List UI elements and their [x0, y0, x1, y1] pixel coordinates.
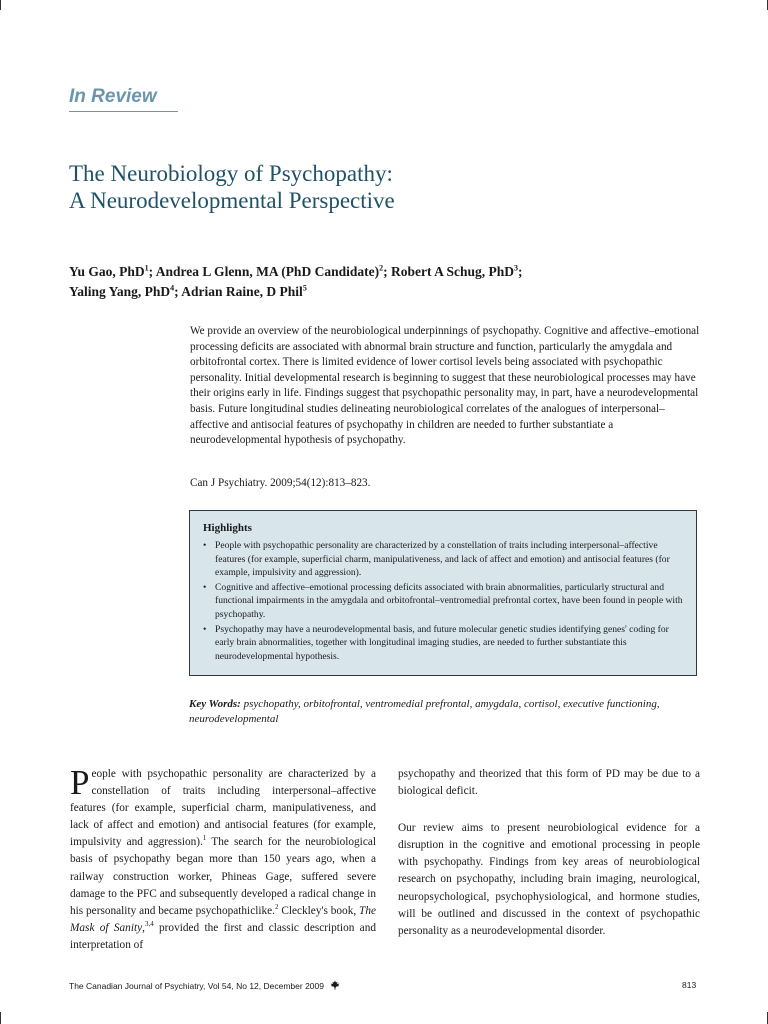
section-rule	[69, 111, 178, 112]
abstract: We provide an overview of the neurobiological underpinnings of psychopathy. Cognitive and affective–emotional processing deficits are associated with abnormal brain structure and function, particularly the amygdala and orbitofrontal cortex. There is limited evidence of lower cortisol levels being associated with psychopathic personality. Initial developmental research is beginning to suggest that these neurobiological processes may have their origins early in life. Findings suggest that psychopathic personality may, in part, have a neurodevelopmental basis. Future longitudinal studies delineating neurobiological correlates of the analogues of interpersonal–affective and antisocial features of psychopathy in children are needed to further substantiate a neurodevelopmental hypothesis of psychopathy.	[190, 325, 700, 447]
footer-journal-text: The Canadian Journal of Psychiatry, Vol 54, No 12, December 2009	[69, 981, 324, 991]
highlight-text: Psychopathy may have a neurodevelopmental basis, and future molecular genetic studies identifying genes' coding for early brain abnormalities, together with longitudinal imaging studies, are needed to further substantiate this neurodevelopmental hypothesis.	[215, 623, 669, 662]
author-list	[69, 262, 699, 302]
highlight-text: Cognitive and affective–emotional processing deficits associated with brain abnormalities, particularly structural and functional impairments in the amygdala and orbitofrontal–ventromedial prefrontal cortex, have been found in people with psychopathy.	[215, 581, 683, 620]
title-line-2: A Neurodevelopmental Perspective	[69, 188, 395, 213]
body-paragraph: Our review aims to present neurobiological evidence for a disruption in the cognitive and emotional processing in people with psychopathy. Findings from key areas of neurobiological research on psychopathy, including brain imaging, neurological, neuropsychological, psychophysiological, and hormone studies, will be outlined and discussed in the context of psychopathic personality as a neurodevelopmental disorder.	[398, 822, 700, 937]
body-paragraph: psychopathy and theorized that this form of PD may be due to a biological deficit.	[398, 768, 700, 798]
author-name: Adrian Raine, D Phil	[181, 284, 303, 299]
crop-mark	[0, 1012, 1, 1024]
bullet-icon: •	[203, 623, 207, 635]
reference-marker: 3,4	[144, 920, 154, 929]
highlight-text: People with psychopathic personality are characterized by a constellation of traits including interpersonal–affective features (for example, superficial charm, manipulativeness, and lack of affect and emotion) and antisocial features (for example, impulsivity and aggression).	[215, 540, 670, 579]
body-text: The search for the neurobiological basis of psychopathy began more than 150 years ago, when a railway construction worker, Phineas Gage, suffered severe damage to the PFC and subsequently developed a radical change in his personality and became psychopathiclike.	[70, 836, 376, 917]
author-affiliation: 5	[302, 283, 307, 293]
author-name: Robert A Schug, PhD	[390, 264, 514, 279]
author-affiliation: 1	[144, 263, 149, 273]
keywords-label: Key Words:	[189, 698, 241, 710]
bullet-icon: •	[203, 581, 207, 593]
highlights-title: Highlights	[203, 522, 252, 534]
body-text: provided the first and classic description and interpretation of	[70, 921, 376, 951]
author-name: Yu Gao, PhD	[69, 264, 145, 279]
author-separator: ;	[148, 264, 156, 279]
body-text: Cleckley's book,	[278, 904, 360, 917]
reference-marker: 1	[202, 834, 207, 843]
reference-marker: 2	[274, 902, 279, 911]
author-separator: ;	[517, 264, 523, 279]
highlight-item	[203, 581, 684, 622]
author-affiliation: 3	[513, 263, 518, 273]
author-separator: ;	[383, 264, 391, 279]
footer-journal	[69, 980, 340, 991]
keywords	[189, 697, 699, 726]
book-title: The Mask of Sanity	[70, 904, 376, 934]
author-separator: ;	[174, 284, 182, 299]
author-affiliation: 2	[379, 263, 384, 273]
highlight-item	[203, 623, 684, 664]
highlight-item	[203, 539, 684, 580]
drop-cap: P	[70, 763, 90, 802]
body-column-left	[70, 763, 376, 954]
author-name: Andrea L Glenn, MA (PhD Candidate)	[155, 264, 380, 279]
body-text: eople with psychopathic personality are characterized by a constellation of traits including interpersonal–affective features (for example, superficial charm, manipulativeness, and lack of affect and emotion) and antisocial features (for example, impulsivity and aggression).	[70, 768, 376, 849]
page-number: 813	[682, 980, 697, 990]
maple-leaf-icon	[330, 980, 340, 990]
article-title	[69, 160, 689, 214]
highlights-box	[189, 510, 697, 676]
crop-mark	[0, 0, 1, 10]
author-affiliation: 4	[170, 283, 175, 293]
body-text: ,	[142, 921, 145, 934]
bullet-icon: •	[203, 540, 207, 551]
body-column-right	[398, 766, 700, 940]
keywords-text: psychopathy, orbitofrontal, ventromedial prefrontal, amygdala, cortisol, executive functioning, neurodevelopmental	[189, 698, 660, 725]
section-label: In Review	[69, 86, 157, 107]
highlights-list	[203, 539, 684, 663]
author-name: Yaling Yang, PhD	[69, 284, 171, 299]
title-line-1: The Neurobiology of Psychopathy:	[69, 161, 393, 186]
citation: Can J Psychiatry. 2009;54(12):813–823.	[190, 477, 371, 489]
